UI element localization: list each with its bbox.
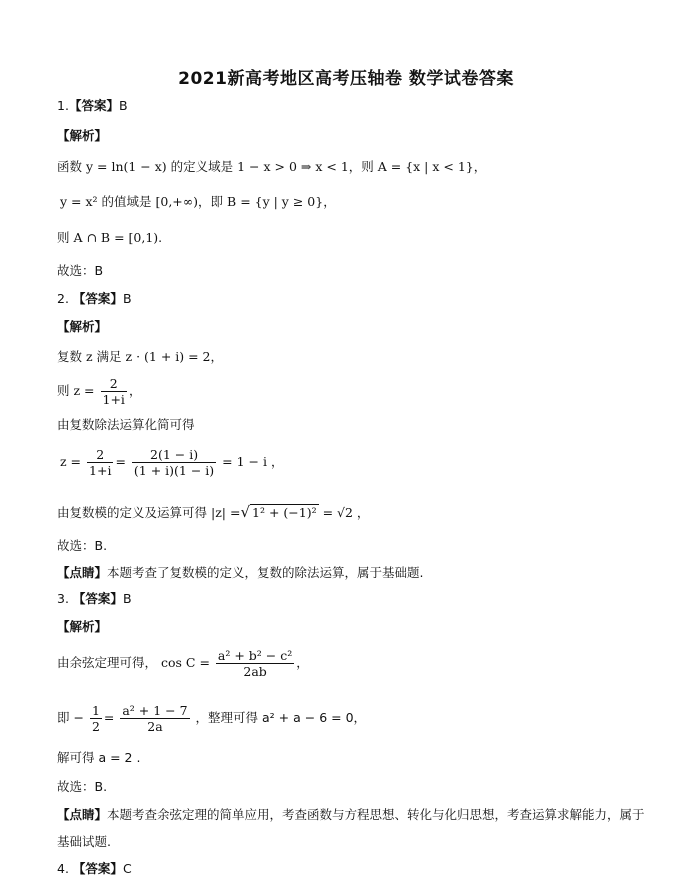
q3-line-3: 解可得 a = 2 . — [57, 750, 141, 765]
q1-line-2: y = x² 的值域是 [0,+∞)，即 B = {y | y ≥ 0}， — [60, 194, 336, 209]
q2-line-1: 复数 z 满足 z · (1 + i) = 2， — [57, 349, 224, 364]
q4-answer-tag: 【答案】 — [72, 861, 123, 876]
q2-z-eq: 则 z = — [57, 383, 95, 398]
q4-number: 4. — [57, 861, 69, 876]
q3-half-fraction — [90, 703, 102, 734]
q2-answer-tag: 【答案】 — [72, 291, 123, 306]
q3-cos-fraction — [216, 648, 294, 679]
q3-comment-tag: 【点睛】 — [57, 807, 108, 822]
q2-line-2: 则 z = $\frac{2}{1+i}$ ， — [57, 376, 142, 407]
q2-answer-line — [57, 290, 132, 308]
q2-calc-f1-den: 1+i — [89, 463, 112, 478]
q3-cos-line: 由余弦定理可得， cos C = $\frac{\text{a² + b² − c²}}{2ab}$ ， — [57, 648, 309, 679]
q2-z-fraction — [101, 376, 127, 407]
q1-answer-line — [57, 97, 128, 115]
q2-z-num: 2 — [101, 376, 127, 392]
q3-cos-num: a² + b² − c² — [217, 648, 293, 663]
q2-number: 2. — [57, 291, 69, 306]
q3-eq2-den: 2a — [147, 719, 163, 734]
q2-answer: B — [122, 291, 132, 306]
q1-line-1: 函数 y = ln(1 − x) 的定义域是 1 − x > 0 ⇒ x < 1，则 A = {x | x < 1}， — [57, 159, 487, 174]
q3-eq2-fraction — [120, 703, 189, 734]
q3-line-2-suffix: ，整理可得 a² + a − 6 = 0， — [195, 710, 367, 725]
q2-mod-rhs: = √2 ， — [322, 505, 370, 520]
q3-line-1-prefix: 由余弦定理可得， — [57, 655, 158, 670]
q2-calc-f2-num: 2(1 − i) — [132, 447, 216, 463]
q2-calc-rhs: = 1 − i ， — [222, 454, 284, 469]
q1-answer-tag: 【答案】 — [68, 98, 119, 113]
q3-comment-1: 本题考查余弦定理的简单应用，考查函数与方程思想、转化与化归思想，考查运算求解能力，属于 — [107, 807, 645, 822]
q2-mod-sqrt: 1² + (−1)² — [252, 505, 317, 520]
q3-answer: B — [122, 591, 132, 606]
q1-number: 1. — [57, 98, 69, 113]
q2-line-4: 由复数模的定义及运算可得 — [57, 505, 208, 520]
q2-calc-frac-1 — [87, 447, 113, 478]
q2-calc-f2-den: (1 + i)(1 − i) — [133, 463, 215, 478]
q2-calc-frac-2 — [132, 447, 216, 478]
page-title: 2021新高考地区高考压轴卷 数学试卷答案 — [178, 69, 514, 89]
q3-half-num: 1 — [91, 703, 100, 718]
q2-calc-f1-num: 2 — [87, 447, 113, 463]
q4-answer-line — [57, 860, 132, 878]
q2-calc-lhs: z = — [60, 454, 82, 469]
q3-conclusion: 故选：B. — [57, 779, 108, 794]
q2-calc-line: z = $\frac{2}{1+i}$ = $\frac{2(1 - i)}{(1 + i)(1 - i)}$ = 1 − i ， — [60, 447, 284, 478]
q2-conclusion: 故选：B. — [57, 538, 108, 553]
q3-line-2-prefix: 即 − — [57, 710, 84, 725]
q3-comment-line-2: 基础试题. — [57, 834, 111, 849]
q3-eq2-num: a² + 1 − 7 — [122, 703, 188, 718]
q3-cos-den: 2ab — [243, 664, 267, 679]
q1-analysis-tag: 【解析】 — [57, 128, 108, 143]
q3-answer-tag: 【答案】 — [72, 591, 123, 606]
q3-half-den: 2 — [91, 719, 100, 734]
q2-mod-expr: |z| = — [211, 505, 241, 520]
q3-line-2: 即 − $\frac{1}{2}$ = $\frac{\text{a² + 1 − 7}}{2a}$ ，整理可得 a² + a − 6 = 0， — [57, 703, 367, 734]
q2-comment-tag: 【点睛】 — [57, 565, 108, 580]
q3-answer-line — [57, 590, 132, 608]
q3-analysis-tag: 【解析】 — [57, 619, 108, 634]
q3-number: 3. — [57, 591, 69, 606]
q2-comment-line — [57, 564, 424, 582]
q2-modulus-line — [57, 503, 369, 522]
q1-conclusion: 故选：B — [57, 263, 104, 278]
q3-comment-line-1 — [57, 806, 645, 824]
q1-answer: B — [118, 98, 128, 113]
q2-comment: 本题考查了复数模的定义，复数的除法运算，属于基础题. — [107, 565, 424, 580]
q3-cos-lhs: cos C = — [161, 655, 210, 670]
q4-answer: C — [122, 861, 132, 876]
q2-z-den: 1+i — [102, 392, 125, 407]
q2-line-3: 由复数除法运算化简可得 — [57, 417, 195, 432]
q2-analysis-tag: 【解析】 — [57, 319, 108, 334]
radical-sign: √ — [240, 503, 251, 521]
q1-line-3: 则 A ∩ B = [0,1). — [57, 230, 163, 245]
